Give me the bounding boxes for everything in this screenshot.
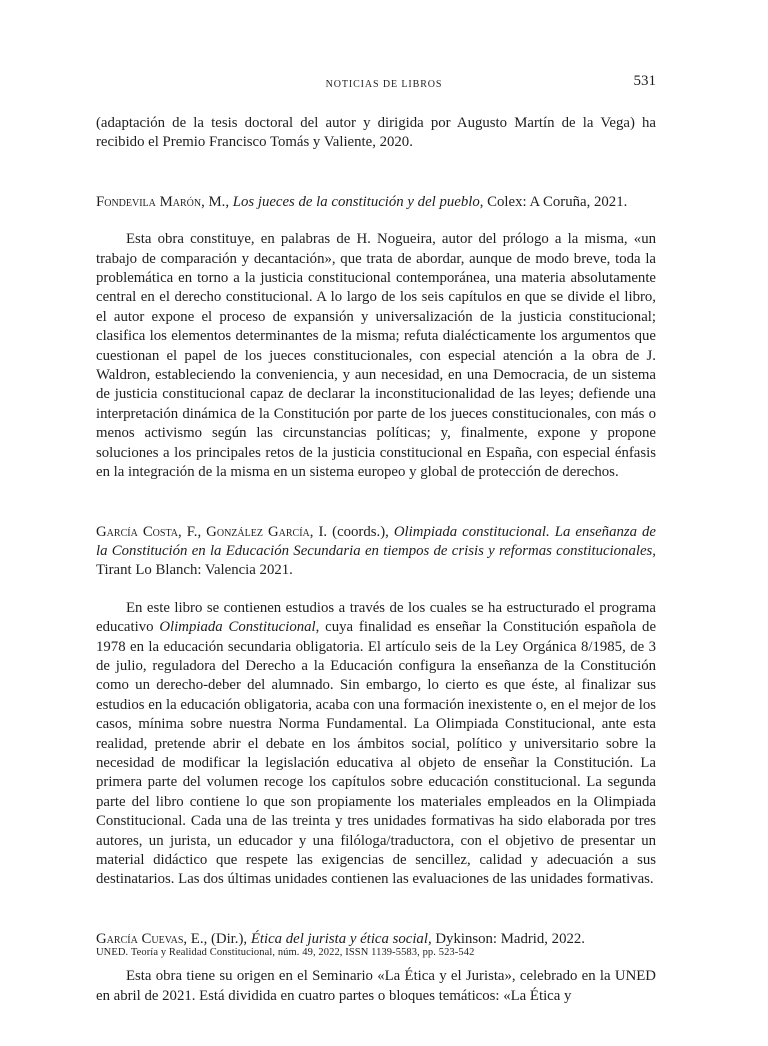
page-content: [96, 114, 656, 1046]
running-head: [0, 73, 768, 92]
citation-authors: García Cuevas, E.: [96, 930, 204, 947]
review-body-rest: , cuya finalidad es enseñar la Constitución española de 1978 en la educación secundaria obligatoria. El artículo seis de la Ley Orgánica 8/1985, de 3 de julio, reguladora del Derecho a la Educación configura la enseñanza de la Constitución como un derecho-deber del alumnado. Sin embargo, lo cierto es que éste, al finalizar sus estudios en la educación obligatoria, acaba con una formación inexistente o, en el mejor de los casos, mínima sobre nuestra Norma Fundamental. La Olimpiada Constitucional, ante esta realidad, pretende abrir el debate en los ámbitos social, político y universitario sobre la necesidad de modificar la legislación educativa al objeto de enseñar la Constitución. La primera parte del volumen recoge los capítulos sobre educación constitucional. La segunda parte del libro contiene lo que son propiamente los materiales empleados en la Olimpiada Constitucional. Cada una de las treinta y tres unidades formativas ha sido elaborada por tres autores, un jurista, un educador y una filóloga/traductora, con el objetivo de presentar un material didáctico que respete las exigencias de sencillez, calidad y adecuación a sus destinatarios. Las dos últimas unidades contienen las evaluaciones de las unidades formativas.: [96, 619, 657, 888]
continuation-paragraph: (adaptación de la tesis doctoral del autor y dirigida por Augusto Martín de la Vega) ha recibido el Premio Francisco Tomás y Valiente, 2020.: [96, 115, 656, 151]
page-number: 531: [633, 73, 656, 89]
citation-authors: Fondevila Marón, M.: [96, 193, 226, 210]
citation-title: Los jueces de la constitución y del pueblo: [232, 193, 480, 210]
review-body-start: En este libro se contienen estudios a través de los cuales se ha estructurado el programa educativo: [96, 599, 656, 636]
book-review-2: [96, 523, 656, 890]
program-name: Olimpiada Constitucional: [159, 619, 316, 636]
citation-separator: ,: [225, 193, 233, 210]
citation-publication: Dykinson: Madrid, 2022.: [431, 930, 585, 947]
citation-title: Ética del jurista y ética social,: [250, 930, 432, 947]
review-body: Esta obra tiene su origen en el Seminario «La Ética y el Jurista», celebrado en la UNED en abril de 2021. Está dividida en cuatro partes o bloques temáticos: «La Ética y: [96, 968, 656, 1004]
citation-authors: García Costa, F., González García, I.: [96, 523, 328, 540]
book-citation: [96, 193, 656, 212]
review-body: Esta obra constituye, en palabras de H. Nogueira, autor del prólogo a la misma, «un trabajo de comparación y decantación», que trata de abordar, aunque de modo breve, toda la problemática en torno a la justicia constitucional contemporánea, una materia absolutamente central en el derecho constitucional. A lo largo de los seis capítulos en que se divide el libro, el autor expone el proceso de expansión y universalización de la justicia constitucional; clasifica los elementos determinantes de la misma; refuta dialécticamente los argumentos que cuestionan el papel de los jueces constitucionales, con especial atención a la obra de J. Waldron, estableciendo la conveniencia, y aun necesidad, en una Democracia, de un sistema de justicia constitucional capaz de declarar la inconstitucionalidad de las leyes; defiende una interpretación dinámica de la Constitución por parte de los jueces constitucionales, con más o menos activismo según las circunstancias políticas; y, finalmente, expone y propone soluciones a los principales retos de la justicia constitucional en España, con especial énfasis en la integración de la misma en un sistema europeo y global de protección de derechos.: [96, 231, 656, 481]
citation-separator: , (Dir.),: [203, 930, 251, 947]
running-title: NOTICIAS DE LIBROS: [325, 79, 443, 90]
review-body: [96, 599, 656, 890]
citation-publication: , Colex: A Coruña, 2021.: [479, 193, 628, 210]
page-footer: UNED. Teoría y Realidad Constitucional, núm. 49, 2022, ISSN 1139-5583, pp. 523-542: [96, 947, 475, 958]
citation-title: Olimpiada constitucional. La enseñanza de la Constitución en la Educación Secundaria en tiempos de crisis y reformas constitucionales: [96, 523, 656, 559]
book-review-3: [96, 930, 656, 1006]
book-citation: [96, 523, 656, 581]
citation-separator: (coords.),: [327, 523, 394, 540]
book-review-1: [96, 193, 656, 483]
citation-publication: , Tirant Lo Blanch: Valencia 2021.: [96, 542, 656, 579]
